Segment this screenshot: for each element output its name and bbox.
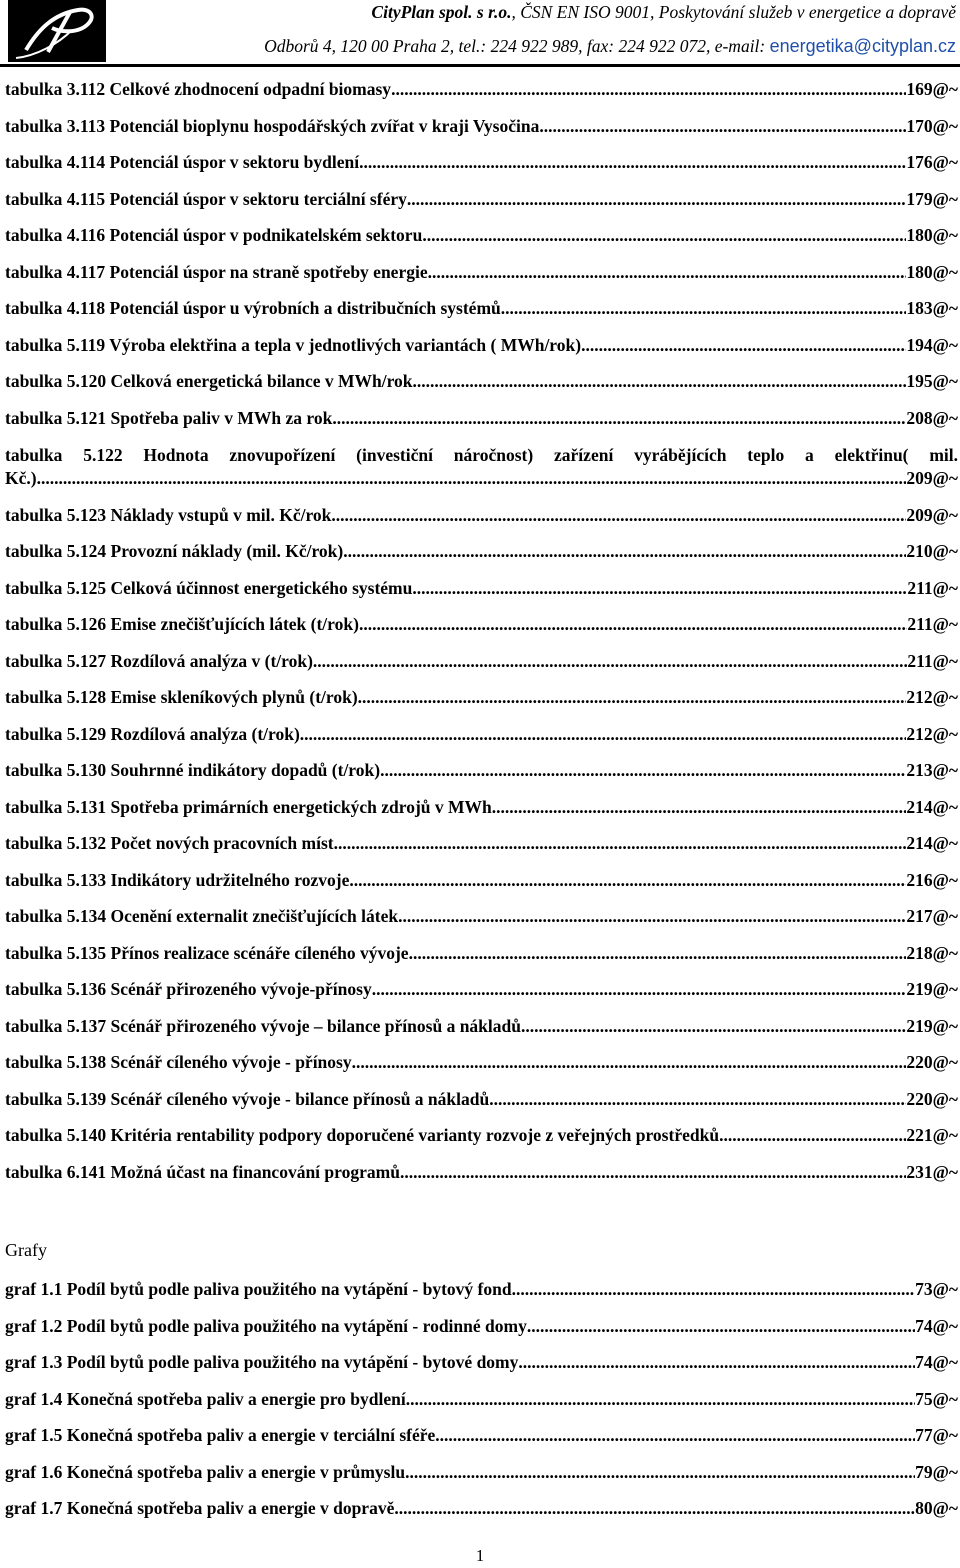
company-line — [371, 2, 956, 23]
toc-entry-page: 208@~ — [906, 407, 958, 428]
toc-entry-label: tabulka 5.122 Hodnota znovupořízení (investiční náročnost) zařízení vyrábějících teplo a elektřinu( mil. — [5, 445, 958, 465]
toc-entry-label-cont: Kč.) — [5, 468, 37, 488]
toc-entry-label: tabulka 5.121 Spotřeba paliv v MWh za rok — [5, 407, 333, 428]
toc-entry-label: tabulka 5.140 Kritéria rentability podpory doporučené varianty rozvoje z veřejných prostředků — [5, 1125, 720, 1145]
toc-entry[interactable] — [5, 1124, 958, 1146]
toc-entry-label: tabulka 4.117 Potenciál úspor na straně spotřeby energie — [5, 261, 428, 282]
toc-entry-label: tabulka 4.118 Potenciál úspor u výrobních a distribučních systémů — [5, 298, 501, 318]
toc-leader-dots — [412, 577, 907, 599]
toc-entry-label: tabulka 3.113 Potenciál bioplynu hospodářských zvířat v kraji Vysočina — [5, 115, 540, 136]
toc-entry[interactable] — [5, 1315, 958, 1337]
toc-leader-dots — [332, 407, 906, 429]
toc-entry-page: 195@~ — [906, 371, 958, 391]
toc-entry[interactable] — [5, 188, 958, 210]
toc-entry[interactable] — [5, 1461, 958, 1483]
company-description: , ČSN EN ISO 9001, Poskytování služeb v energetice a dopravě — [511, 2, 956, 22]
toc-entry-label: tabulka 3.112 Celkové zhodnocení odpadní biomasy — [5, 79, 392, 99]
toc-leader-dots — [359, 151, 906, 173]
toc-entry-label: tabulka 5.127 Rozdílová analýza v (t/rok) — [5, 650, 313, 671]
company-name: CityPlan spol. s r.o. — [371, 2, 512, 22]
toc-entry-label: tabulka 5.126 Emise znečišťujících látek (t/rok) — [5, 614, 359, 634]
toc-entry-label: tabulka 5.137 Scénář přirozeného vývoje – bilance přínosů a nákladů — [5, 1015, 521, 1036]
toc-entry-label: tabulka 4.116 Potenciál úspor v podnikatelském sektoru — [5, 225, 423, 245]
toc-entry-page: 179@~ — [906, 188, 958, 209]
toc-entry-page: 214@~ — [906, 796, 958, 817]
toc-entry-page: 77@~ — [915, 1425, 958, 1445]
toc-leader-dots — [435, 1424, 915, 1446]
toc-entry-page: 219@~ — [906, 979, 958, 999]
toc-entry[interactable] — [5, 650, 958, 672]
toc-entry-page: 212@~ — [906, 723, 958, 744]
toc-entry-page: 74@~ — [915, 1315, 958, 1336]
toc-entry-label: tabulka 5.131 Spotřeba primárních energetických zdrojů v MWh — [5, 796, 492, 817]
toc-entry-label: tabulka 5.139 Scénář cíleného vývoje - bilance přínosů a nákladů — [5, 1088, 490, 1109]
toc-entry-page: 170@~ — [906, 115, 958, 136]
toc-entry[interactable] — [5, 832, 958, 854]
toc-leader-dots — [380, 759, 906, 781]
toc-leader-dots — [518, 1351, 915, 1373]
toc-entry-page: 180@~ — [906, 261, 958, 282]
toc-entry-label: graf 1.3 Podíl bytů podle paliva použitého na vytápění - bytové domy — [5, 1352, 519, 1372]
toc-leader-dots — [521, 1015, 906, 1037]
toc-leader-dots — [343, 540, 906, 562]
toc-entry-label: tabulka 5.125 Celková účinnost energetického systému — [5, 577, 413, 598]
toc-entry[interactable] — [5, 1424, 958, 1446]
toc-entry-page: 214@~ — [906, 833, 958, 853]
toc-entry-page: 212@~ — [906, 687, 958, 707]
toc-leader-dots — [352, 1051, 907, 1073]
toc-entry[interactable] — [5, 723, 958, 745]
toc-entry-label: graf 1.7 Konečná spotřeba paliv a energie v dopravě — [5, 1498, 395, 1518]
toc-entry-page: 220@~ — [906, 1088, 958, 1109]
toc-entry-label: tabulka 5.119 Výroba elektřina a tepla v jednotlivých variantách ( MWh/rok) — [5, 334, 582, 355]
toc-entry-page: 220@~ — [906, 1052, 958, 1072]
toc-entry-label: tabulka 5.138 Scénář cíleného vývoje - přínosy — [5, 1052, 352, 1072]
toc-entry-label: graf 1.6 Konečná spotřeba paliv a energie v průmyslu — [5, 1461, 406, 1482]
toc-entry-page: 74@~ — [915, 1352, 958, 1372]
toc-entry-label: tabulka 5.135 Přínos realizace scénáře cíleného vývoje — [5, 942, 409, 963]
address-line — [264, 36, 956, 57]
toc-entry-page: 218@~ — [906, 942, 958, 963]
toc-leader-dots — [422, 224, 906, 246]
toc-entry-label: tabulka 4.115 Potenciál úspor v sektoru terciální sféry — [5, 188, 407, 209]
toc-entry-label: tabulka 5.133 Indikátory udržitelného rozvoje — [5, 869, 350, 890]
toc-entry-label: tabulka 4.114 Potenciál úspor v sektoru bydlení — [5, 152, 360, 172]
toc-leader-dots — [400, 1161, 906, 1183]
toc-leader-dots — [358, 686, 907, 708]
cityplan-logo — [8, 0, 106, 62]
toc-entry-label: tabulka 5.123 Náklady vstupů v mil. Kč/rok — [5, 504, 332, 525]
toc-entry-page: 176@~ — [906, 152, 958, 172]
toc-entry[interactable] — [5, 115, 958, 137]
toc-entry[interactable] — [5, 1388, 958, 1410]
toc-entry-page: 209@~ — [906, 504, 958, 525]
toc-leader-dots — [581, 334, 906, 356]
toc-entry-label: tabulka 5.130 Souhrnné indikátory dopadů (t/rok) — [5, 760, 381, 780]
toc-leader-dots — [372, 978, 907, 1000]
toc-entry-page: 213@~ — [906, 760, 958, 780]
toc-entry-page: 73@~ — [915, 1279, 958, 1299]
header-divider — [0, 64, 960, 67]
toc-entry-page: 183@~ — [906, 298, 958, 318]
table-of-contents-graphs — [5, 1270, 958, 1519]
toc-entry-label: graf 1.2 Podíl bytů podle paliva použitého na vytápění - rodinné domy — [5, 1315, 527, 1336]
toc-leader-dots — [359, 613, 907, 635]
toc-entry[interactable] — [5, 261, 958, 283]
toc-leader-dots — [405, 1461, 915, 1483]
toc-entry[interactable] — [5, 540, 958, 562]
toc-entry-label: graf 1.1 Podíl bytů podle paliva použitého na vytápění - bytový fond — [5, 1279, 512, 1299]
toc-entry-page: 194@~ — [906, 334, 958, 355]
toc-leader-dots — [428, 261, 907, 283]
toc-entry-page: 217@~ — [906, 906, 958, 926]
toc-entry-page: 169@~ — [906, 79, 958, 99]
toc-leader-dots — [413, 370, 907, 392]
toc-leader-dots — [334, 832, 907, 854]
toc-entry[interactable] — [5, 504, 958, 526]
toc-entry[interactable] — [5, 905, 958, 927]
toc-leader-dots — [489, 1088, 906, 1110]
toc-leader-dots — [501, 297, 907, 319]
toc-leader-dots — [527, 1315, 915, 1337]
page-header — [0, 0, 960, 68]
toc-entry-page: 75@~ — [915, 1388, 958, 1409]
toc-entry[interactable] — [5, 1051, 958, 1073]
toc-entry[interactable] — [5, 1278, 958, 1300]
toc-entry-continuation — [5, 467, 958, 489]
toc-leader-dots — [300, 723, 907, 745]
toc-entry-label: tabulka 5.128 Emise skleníkových plynů (t/rok) — [5, 687, 358, 707]
toc-entry[interactable] — [5, 443, 958, 489]
toc-entry[interactable] — [5, 151, 958, 173]
toc-entry-page: 221@~ — [906, 1125, 958, 1145]
toc-entry-label: graf 1.4 Konečná spotřeba paliv a energie pro bydlení — [5, 1388, 406, 1409]
toc-entry-page: 211@~ — [907, 577, 958, 598]
toc-entry[interactable] — [5, 978, 958, 1000]
toc-entry-label: tabulka 5.124 Provozní náklady (mil. Kč/rok) — [5, 541, 344, 561]
toc-entry[interactable] — [5, 224, 958, 246]
toc-entry[interactable] — [5, 407, 958, 429]
toc-entry[interactable] — [5, 1088, 958, 1110]
toc-entry-label: tabulka 5.134 Ocenění externalit znečišťujících látek — [5, 906, 399, 926]
toc-entry[interactable] — [5, 613, 958, 635]
toc-entry[interactable] — [5, 78, 958, 100]
toc-entry-label: tabulka 5.129 Rozdílová analýza (t/rok) — [5, 723, 300, 744]
toc-entry-page: 216@~ — [906, 869, 958, 890]
toc-leader-dots — [394, 1497, 915, 1519]
toc-leader-dots — [349, 869, 906, 891]
toc-entry[interactable] — [5, 796, 958, 818]
toc-entry-page: 231@~ — [906, 1161, 958, 1182]
toc-entry-page: 219@~ — [906, 1015, 958, 1036]
toc-entry[interactable] — [5, 334, 958, 356]
toc-entry[interactable] — [5, 686, 958, 708]
toc-entry[interactable] — [5, 942, 958, 964]
toc-entry-page: 180@~ — [906, 225, 958, 245]
toc-leader-dots — [719, 1124, 906, 1146]
toc-leader-dots — [492, 796, 907, 818]
toc-leader-dots — [539, 115, 906, 137]
toc-entry[interactable] — [5, 577, 958, 599]
toc-leader-dots — [409, 942, 907, 964]
table-of-contents-tables — [5, 72, 958, 1183]
toc-entry-page: 209@~ — [906, 468, 958, 488]
toc-leader-dots — [313, 650, 907, 672]
toc-entry[interactable] — [5, 370, 958, 392]
toc-leader-dots — [406, 1388, 915, 1410]
toc-entry-label: tabulka 5.136 Scénář přirozeného vývoje-přínosy — [5, 979, 372, 999]
toc-entry[interactable] — [5, 297, 958, 319]
toc-entry-page: 211@~ — [907, 650, 958, 671]
toc-entry-label: graf 1.5 Konečná spotřeba paliv a energie v terciální sféře — [5, 1425, 436, 1445]
address-text: Odborů 4, 120 00 Praha 2, tel.: 224 922 989, fax: 224 922 072, e-mail: — [264, 36, 770, 56]
page-number: 1 — [475, 1546, 485, 1565]
toc-entry[interactable] — [5, 1351, 958, 1373]
toc-entry[interactable] — [5, 869, 958, 891]
toc-entry-label: tabulka 5.120 Celková energetická bilance v MWh/rok — [5, 371, 413, 391]
toc-entry-page: 210@~ — [906, 541, 958, 561]
toc-entry-page: 80@~ — [915, 1498, 958, 1518]
toc-leader-dots — [391, 78, 906, 100]
toc-entry-label: tabulka 6.141 Možná účast na financování programů — [5, 1161, 400, 1182]
toc-leader-dots — [37, 467, 907, 489]
toc-leader-dots — [331, 504, 906, 526]
toc-entry[interactable] — [5, 1015, 958, 1037]
toc-leader-dots — [398, 905, 906, 927]
toc-entry-label: tabulka 5.132 Počet nových pracovních míst — [5, 833, 334, 853]
email-link[interactable]: energetika@cityplan.cz — [769, 36, 956, 56]
toc-entry[interactable] — [5, 1161, 958, 1183]
toc-entry-page: 211@~ — [907, 614, 958, 634]
toc-entry-page: 79@~ — [915, 1461, 958, 1482]
toc-entry[interactable] — [5, 1497, 958, 1519]
toc-leader-dots — [512, 1278, 916, 1300]
grafy-heading: Grafy — [5, 1240, 47, 1260]
toc-entry[interactable] — [5, 759, 958, 781]
toc-leader-dots — [407, 188, 907, 210]
